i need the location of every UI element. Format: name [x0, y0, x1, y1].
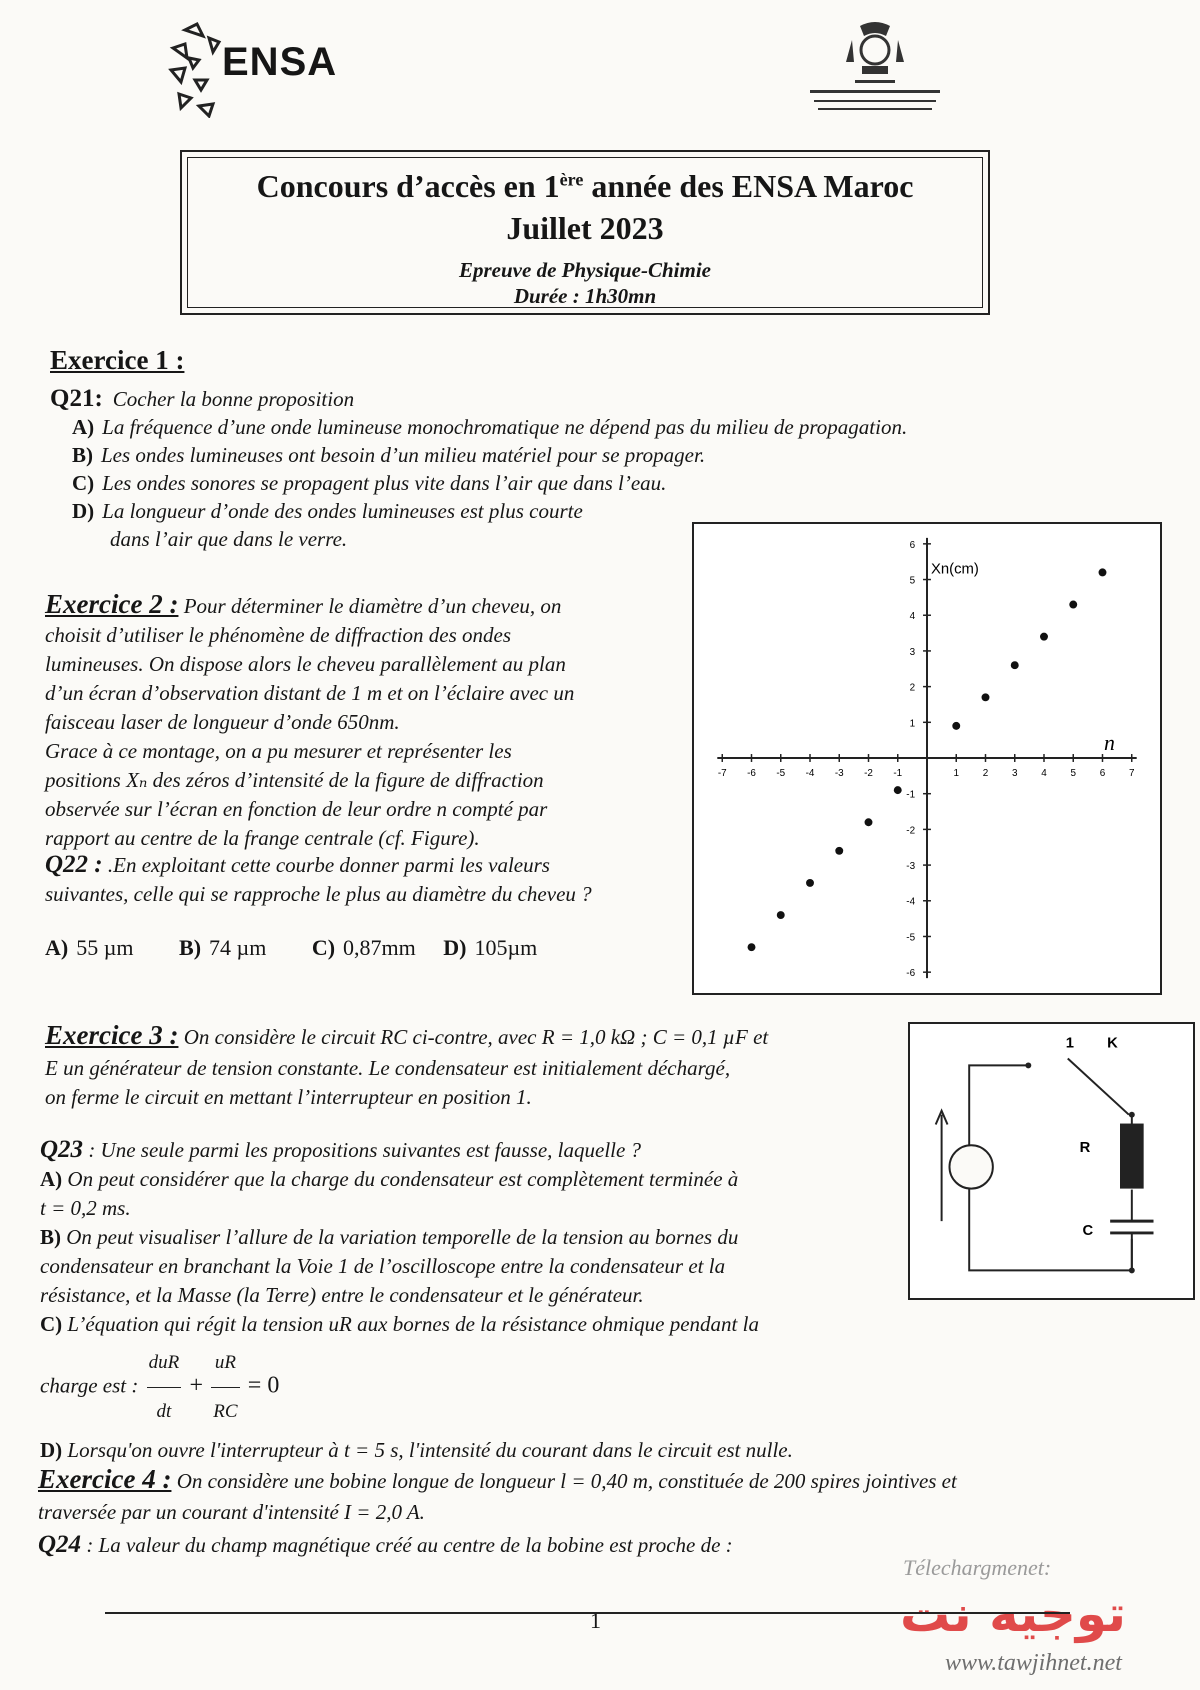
exercise-2-heading: Exercice 2 : [45, 589, 179, 619]
footer-rule [105, 1612, 1070, 1614]
y-tick-label: 5 [909, 575, 916, 587]
exercise-1-heading: Exercice 1 : [50, 345, 185, 375]
y-tick-label: 4 [909, 611, 916, 623]
q21-option-d: D) La longueur d’onde des ondes lumineuses est plus courte [72, 499, 583, 523]
data-point [1099, 568, 1107, 576]
q22-answers [45, 935, 537, 961]
data-point [777, 911, 785, 919]
q21: Q21: Cocher la bonne proposition [50, 385, 355, 412]
q22: Q22 : .En exploitant cette courbe donner parmi les valeurs suivantes, celle qui se rapproche le plus au diamètre du cheveu ? [45, 851, 592, 906]
rc-circuit-diagram [908, 1022, 1195, 1300]
capacitor-label: C [1082, 1222, 1094, 1239]
equation: charge est : $\frac{\text{duR}}{dt}$ + $\frac{uR}{RC}$ = 0 [40, 1339, 910, 1436]
data-point [952, 722, 960, 730]
x-tick-label: -6 [747, 767, 756, 779]
data-point [1069, 601, 1077, 609]
x-tick-label: -7 [717, 767, 727, 779]
y-tick-label: -5 [906, 932, 916, 944]
x-tick-label: 7 [1128, 767, 1135, 779]
data-point [748, 943, 756, 951]
resistor-label: R [1079, 1140, 1091, 1157]
q23: Q23 : Une seule parmi les propositions suivantes est fausse, laquelle ? A) On peut considérer que la charge du condensateur est complètement terminée à t = 0,2 ms. B) On peut visualiser l’allure de la variation temporelle de la tension au bornes du condensateur en branchant la Voie 1 de l’oscilloscope entre la condensateur et la résistance, et la Masse (la Terre) entre le condensateur et le générateur. C) L’équation qui régit la tension uR aux bornes de la résistance ohmique pendant la charge est : $\frac{\text{duR}}{dt}$ + $\frac{uR}{RC}$ = 0 D) Lorsqu'on ouvre l'interrupteur à t = 5 s, l'intensité du courant dans le circuit est nulle. [40, 1135, 910, 1465]
exam-subject: Epreuve de Physique-Chimie [459, 258, 711, 282]
diffraction-chart [692, 522, 1162, 995]
y-tick-label: -1 [906, 789, 916, 801]
q21-option-d-cont: dans l’air que dans le verre. [110, 527, 348, 551]
y-tick-label: -6 [906, 968, 916, 980]
x-tick-label: 6 [1099, 767, 1106, 779]
data-point [806, 879, 814, 887]
download-label: Télechargmenet: [903, 1555, 1052, 1580]
data-point [1040, 633, 1048, 641]
q22-answer-d: D) 105µm [443, 935, 538, 960]
x-tick-label: 1 [953, 767, 960, 779]
ministry-emblem-icon [800, 18, 950, 118]
x-tick-label: 5 [1070, 767, 1077, 779]
x-tick-label: -2 [864, 767, 873, 779]
y-tick-label: 6 [909, 539, 916, 551]
y-tick-label: -4 [906, 896, 916, 908]
site-url[interactable]: www.tawjihnet.net [945, 1650, 1122, 1676]
y-tick-label: 3 [909, 646, 916, 658]
q21-option-a: A) La fréquence d’une onde lumineuse monochromatique ne dépend pas du milieu de propagation. [72, 415, 908, 439]
data-point [1011, 661, 1019, 669]
logo-text: ENSA [222, 40, 338, 84]
x-tick-label: 2 [982, 767, 989, 779]
x-tick-label: -4 [805, 767, 815, 779]
page-number: 1 [590, 1608, 601, 1633]
exercise-4-heading: Exercice 4 : [38, 1464, 172, 1494]
exam-title: Concours d’accès en 1ère année des ENSA Maroc [256, 168, 914, 204]
switch-label: K [1107, 1035, 1118, 1052]
x-tick-label: -3 [834, 767, 844, 779]
data-point [982, 693, 990, 701]
y-tick-label: 2 [909, 682, 916, 694]
exercise-2-text: Exercice 2 : Pour déterminer le diamètre d’un cheveu, on choisit d’utiliser le phénomène de diffraction des ondes lumineuses. On dispose alors le cheveu parallèlement au plan d’un écran d’observation distant de 1 m et on l’éclaire avec un faisceau laser de longueur d’onde 650nm. Grace à ce montage, on a pu mesurer et représenter les positions Xₙ des zéros d’intensité de la figure de diffraction observée sur l’écran en fonction de leur ordre n compté par rapport au centre de la frange centrale (cf. Figure). [45, 589, 575, 850]
x-tick-label: 3 [1011, 767, 1018, 779]
brand-watermark: توجيه نت [900, 1585, 1127, 1643]
x-tick-label: -1 [893, 767, 903, 779]
data-point [894, 786, 902, 794]
y-tick-label: -2 [906, 825, 916, 837]
exam-header-box [180, 150, 990, 315]
y-axis-label: Xn(cm) [930, 561, 979, 578]
x-tick-label: -5 [776, 767, 786, 779]
q21-option-c: C) Les ondes sonores se propagent plus vite dans l’air que dans l’eau. [72, 471, 667, 495]
q22-answer-b: B) 74 µm [179, 935, 267, 960]
y-tick-label: 1 [909, 718, 916, 730]
exercise-3-text: Exercice 3 : On considère le circuit RC ci-contre, avec R = 1,0 kΩ ; C = 0,1 µF et E un générateur de tension constante. Le condensateur est initialement déchargé, on ferme le circuit en mettant l’interrupteur en position 1. [45, 1020, 769, 1109]
x-tick-label: 4 [1041, 767, 1047, 779]
q21-option-b: B) Les ondes lumineuses ont besoin d’un milieu matériel pour se propager. [72, 443, 706, 467]
switch-position-label: 1 [1065, 1035, 1075, 1052]
exercise-4-text: Exercice 4 : On considère une bobine longue de longueur l = 0,40 m, constituée de 200 spires jointives et traversée par un courant d'intensité I = 2,0 A. Q24 : La valeur du champ magnétique créé au centre de la bobine est proche de : [38, 1464, 957, 1558]
x-axis-label: n [1103, 731, 1115, 756]
exam-duration: Durée : 1h30mn [513, 284, 657, 308]
y-tick-label: -3 [906, 861, 916, 873]
q22-answer-c: C) 0,87mm [311, 935, 416, 960]
exercise-3-heading: Exercice 3 : [45, 1020, 179, 1050]
exam-date: Juillet 2023 [506, 210, 664, 246]
data-point [835, 847, 843, 855]
q22-answer-a: A) 55 µm [45, 935, 134, 960]
data-point [865, 818, 873, 826]
